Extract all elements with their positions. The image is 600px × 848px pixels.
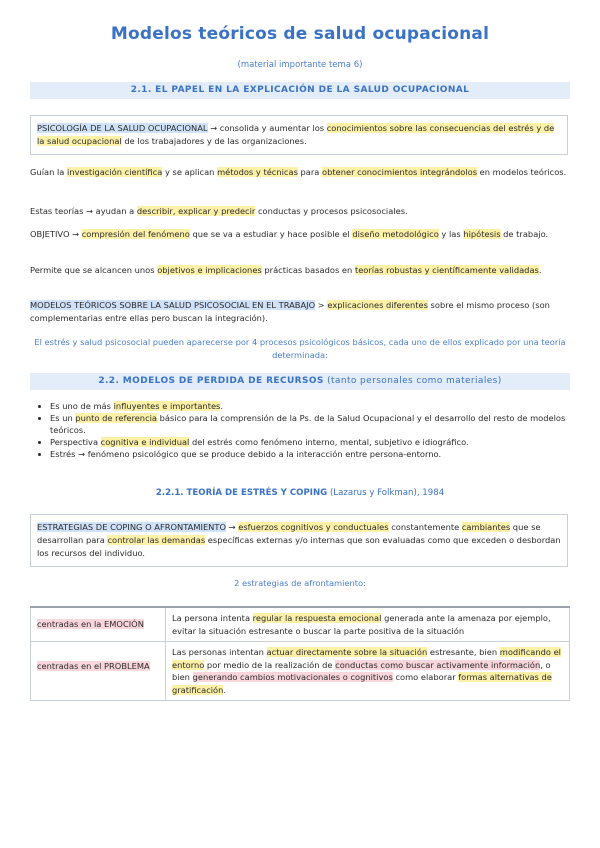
text: > <box>315 300 328 310</box>
highlight-term: PSICOLOGÍA DE LA SALUD OCUPACIONAL <box>37 123 208 133</box>
text: del estrés como fenómeno interno, mental, subjetivo e idiográfico. <box>189 437 469 447</box>
text: básico para la comprensión de la Ps. de la Salud Ocupacional y el desarrollo del resto de modelos teóricos. <box>50 413 566 435</box>
subsection-heading-note: (Lazarus y Folkman), 1984 <box>327 488 445 498</box>
text: específicas externas y/o internas que son evaluadas como que exceden o desbordan los recursos del individuo. <box>37 535 561 558</box>
highlight-term: ESTRATEGIAS DE COPING O AFRONTAMIENTO <box>37 522 226 532</box>
row-label: centradas en el PROBLEMA <box>37 661 150 671</box>
section-heading-2-1: 2.1. EL PAPEL EN LA EXPLICACIÓN DE LA SALUD OCUPACIONAL <box>30 82 570 99</box>
highlight: conductas como buscar activamente información <box>335 659 541 670</box>
text: Perspectiva <box>50 437 101 447</box>
page-title: Modelos teóricos de salud ocupacional <box>110 24 490 44</box>
table-row <box>31 607 570 642</box>
list-item <box>50 436 584 448</box>
highlight: hipótesis <box>463 229 501 239</box>
text: conductas y procesos psicosociales. <box>255 206 408 216</box>
text: y se aplican <box>162 167 218 177</box>
section-heading-main: 2.2. MODELOS DE PERDIDA DE RECURSOS <box>98 376 324 386</box>
text: Guían la <box>30 167 67 177</box>
highlight: MODELOS TEÓRICOS SOBRE LA SALUD PSICOSOCIAL EN EL TRABAJO <box>30 300 316 310</box>
text: y las <box>438 229 464 239</box>
table-cell-label <box>31 642 166 701</box>
highlight: esfuerzos cognitivos y conductuales <box>238 522 389 532</box>
highlight: objetivos e implicaciones <box>157 265 262 275</box>
table-cell <box>166 642 570 701</box>
text: Estrés → fenómeno psicológico que se produce debido a la interacción entre persona-entorno. <box>50 449 442 459</box>
text: que se desarrollan para <box>37 522 541 545</box>
text: estresante, bien <box>427 647 500 657</box>
definition-box <box>30 514 568 567</box>
highlight: obtener conocimientos integrándolos <box>322 167 478 177</box>
text: constantemente <box>388 522 462 532</box>
paragraph <box>30 228 570 241</box>
highlight: generando cambios motivacionales o cognitivos <box>192 672 393 682</box>
highlight: investigación científica <box>67 167 163 177</box>
text: . <box>538 265 542 275</box>
subsection-heading-main: 2.2.1. TEORÍA DE ESTRÉS Y COPING <box>155 488 328 498</box>
text: → <box>226 522 239 532</box>
list-item <box>50 400 584 412</box>
text: Permite que se alcancen unos <box>30 265 158 275</box>
paragraph <box>30 166 570 179</box>
highlight: cognitiva e individual <box>100 437 190 447</box>
text: para <box>297 167 323 177</box>
list-item <box>50 412 584 436</box>
highlight: diseño metodológico <box>352 229 439 239</box>
highlight: controlar las demandas <box>107 535 206 545</box>
highlight: métodos y técnicas <box>217 167 298 177</box>
highlight: compresión del fenómeno <box>81 229 190 239</box>
bullet-list <box>36 400 584 460</box>
highlight: formas alternativas de gratificación <box>172 672 552 695</box>
box-text: de los trabajadores y de las organizaciones. <box>121 136 307 146</box>
text: generada ante la amenaza por ejemplo, evitar la situación estresante o buscar la parte positiva de la situación <box>172 613 551 636</box>
highlight: regular la respuesta emocional <box>252 613 382 623</box>
highlight: describir, explicar y predecir <box>136 206 256 216</box>
text: La persona intenta <box>172 613 253 623</box>
text: Las personas intentan <box>172 647 267 657</box>
highlight: influyentes e importantes <box>113 401 221 411</box>
highlight: explicaciones diferentes <box>327 300 428 310</box>
section-heading-note: (tanto personales como materiales) <box>323 376 502 386</box>
highlight: punto de referencia <box>75 413 158 423</box>
text: por medio de la realización de <box>204 659 336 670</box>
text: . <box>220 401 224 411</box>
list-item <box>50 448 584 460</box>
section-heading-2-2 <box>30 373 570 390</box>
definition-box <box>30 115 568 155</box>
note: El estrés y salud psicosocial pueden aparecerse por 4 procesos psicológicos básicos, cada uno de ellos explicado por una teoría determinada: <box>34 337 566 360</box>
highlight: modificando el entorno <box>172 647 561 670</box>
strategies-label: 2 estrategias de afrontamiento: <box>234 578 366 588</box>
text: que se va a estudiar y hace posible el <box>189 229 353 239</box>
text: OBJETIVO → <box>30 229 82 239</box>
text: como elaborar <box>392 672 459 682</box>
text: prácticas basados en <box>261 265 355 275</box>
text: , o bien <box>172 659 551 682</box>
box-text: → consolida y aumentar los <box>207 123 327 133</box>
text: Es un <box>50 413 76 423</box>
paragraph <box>30 205 570 218</box>
subsection-heading <box>0 488 600 498</box>
text: sobre el mismo proceso (son complementarias entre ellas pero buscan la integración). <box>30 300 550 323</box>
table-cell <box>166 607 570 642</box>
table-row <box>31 642 570 701</box>
text: . <box>223 684 227 695</box>
highlight: cambiantes <box>461 522 511 532</box>
highlight-term: conocimientos sobre las consecuencias del estrés y de la salud ocupacional <box>37 123 555 146</box>
paragraph <box>30 299 570 324</box>
paragraph <box>30 264 570 277</box>
text: en modelos teóricos. <box>477 167 567 177</box>
text: Estas teorías → ayudan a <box>30 206 137 216</box>
highlight: actuar directamente sobre la situación <box>266 647 428 657</box>
strategies-table <box>30 606 570 701</box>
highlight: teorías robustas y científicamente validadas <box>354 265 539 275</box>
row-label: centradas en la EMOCIÓN <box>37 619 144 629</box>
text: de trabajo. <box>500 229 549 239</box>
text: Es uno de más <box>50 401 114 411</box>
table-cell-label <box>31 607 166 642</box>
page-subtitle: (material importante tema 6) <box>237 60 363 70</box>
